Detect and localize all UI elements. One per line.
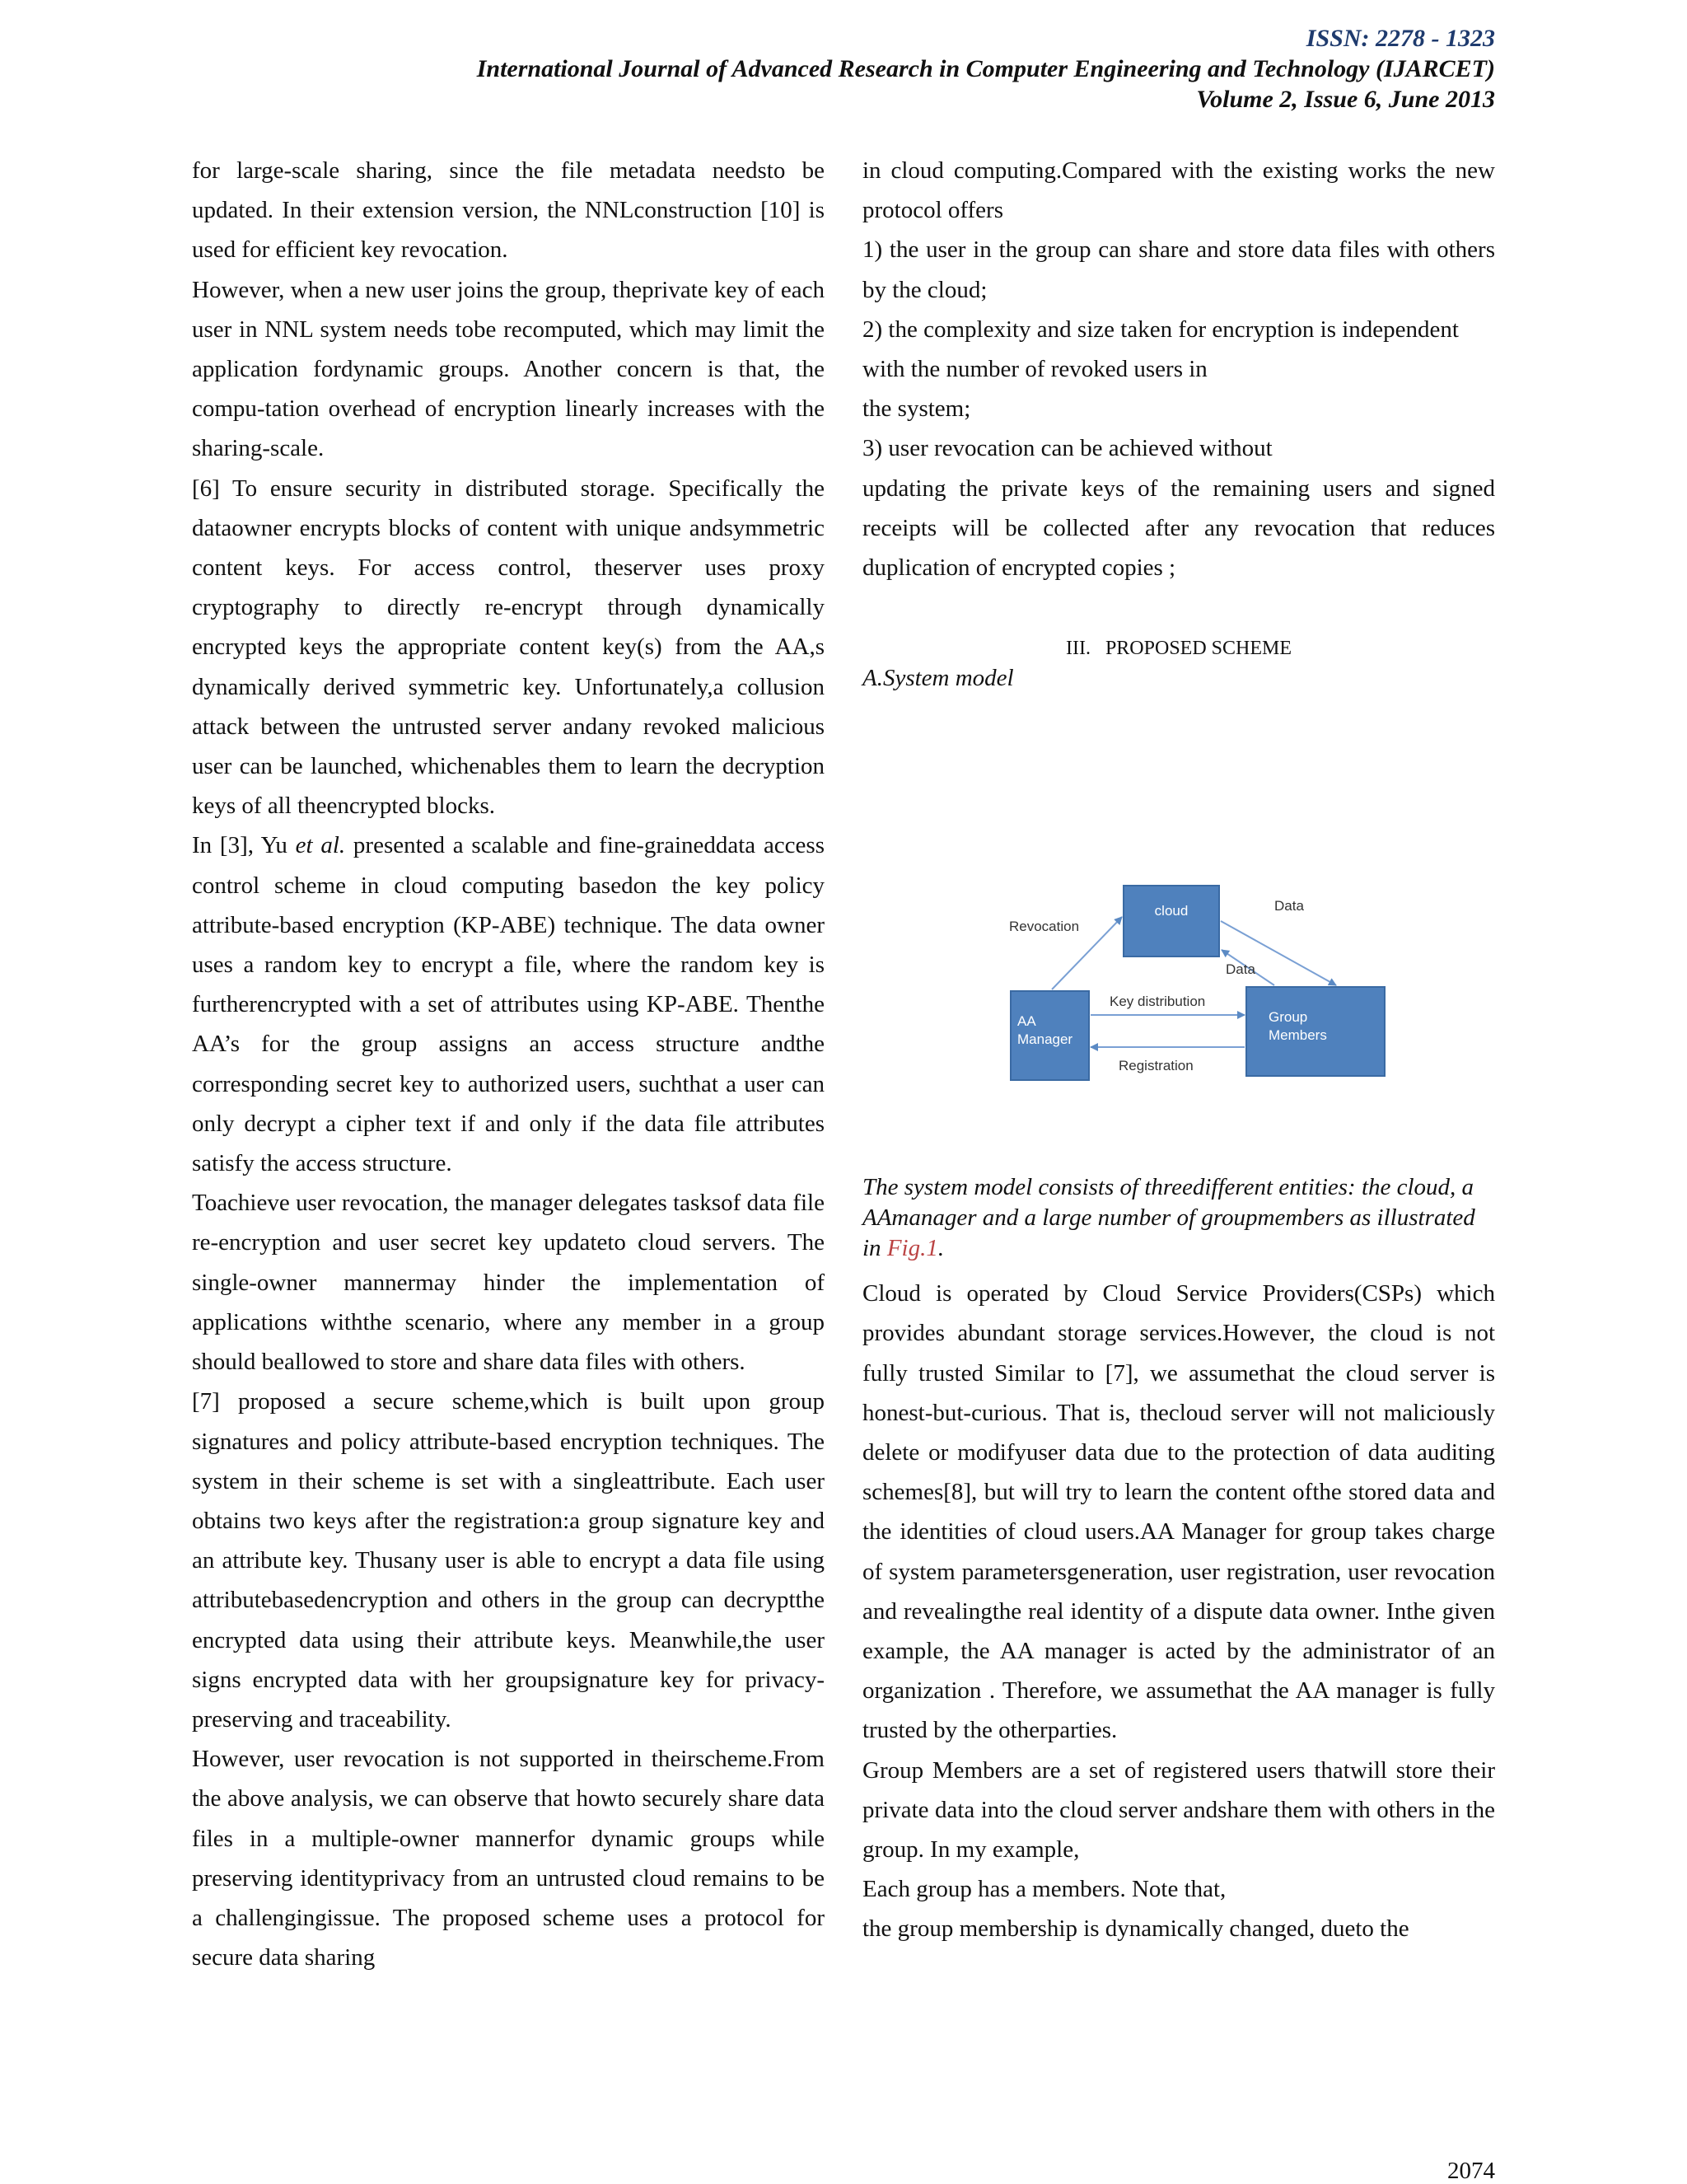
section-title: PROPOSED SCHEME <box>1105 638 1292 660</box>
right-paragraph-4: Each group has a members. Note that, <box>862 1876 1227 1903</box>
left-paragraph-1: for large-scale sharing, since the file metadata needsto be updated. In their extension version, the NNLconstruction [10] is used for efficient key revocation. <box>192 157 825 264</box>
group-label-2: Members <box>1269 1027 1327 1044</box>
list-item-3b: updating the private keys of the remaining users and signed receipts will be collected after any revocation that reduces duplication of encrypted copies ; <box>862 475 1495 582</box>
right-column <box>862 151 1495 1949</box>
caption-end: . <box>937 1235 945 1262</box>
volume-info: Volume 2, Issue 6, June 2013 <box>1196 86 1495 113</box>
text-run: In [3], Yu <box>192 832 296 859</box>
list-item-3a: 3) user revocation can be achieved without <box>862 435 1273 462</box>
left-paragraph-4 <box>192 825 825 1183</box>
page-header <box>477 23 1495 115</box>
registration-label: Registration <box>1119 1058 1194 1074</box>
right-paragraph-2: Cloud is operated by Cloud Service Providers(CSPs) which provides abundant storage services.However, the cloud is not fully trusted Similar to [7], we assumethat the cloud server is honest-but-curious. That is, thecloud server will not maliciously delete or modifyuser data due to the protection of data auditing schemes[8], but will try to learn the content ofthe stored data and the identities of cloud users.AA Manager for group takes charge of system parametersgeneration, user registration, user revocation and revealingthe real identity of a dispute data owner. Inthe given example, the AA manager is acted by the administrator of an organization . Therefore, we assumethat the AA manager is fully trusted by the otherparties. <box>862 1280 1495 1744</box>
aa-manager-label-1: AA <box>1017 1013 1036 1030</box>
data-top-label: Data <box>1274 898 1304 914</box>
figure-caption <box>862 1172 1495 1264</box>
issn: ISSN: 2278 - 1323 <box>1306 25 1495 52</box>
right-paragraph-1: in cloud computing.Compared with the existing works the new protocol offers <box>862 157 1495 224</box>
list-item-1: 1) the user in the group can share and store data files with others by the cloud; <box>862 236 1495 303</box>
system-model-diagram <box>862 694 1495 1172</box>
cloud-label: cloud <box>1154 903 1189 919</box>
right-paragraph-3: Group Members are a set of registered users thatwill store their private data into the cloud server andshare them with others in the group. In my example, <box>862 1756 1495 1864</box>
left-paragraph-2: However, when a new user joins the group, theprivate key of each user in NNL system needs tobe recomputed, which may limit the application fordynamic groups. Another concern is that, the compu-tation overhead of encryption linearly increases with the sharing-scale. <box>192 276 825 462</box>
journal-title: International Journal of Advanced Research in Computer Engineering and Technology (IJARCET) <box>476 55 1495 82</box>
caption-text: The system model consists of threedifferent entities: the cloud, a AAmanager and a large number of groupmembers as illustrated in <box>862 1174 1475 1262</box>
system-model-figure <box>862 694 1495 1172</box>
right-paragraph-5: the group membership is dynamically changed, dueto the <box>862 1915 1409 1943</box>
section-number: III. <box>1065 638 1091 660</box>
group-label-1: Group <box>1269 1009 1308 1026</box>
data-mid-label: Data <box>1226 961 1255 978</box>
et-al: et al. <box>295 832 346 859</box>
aa-manager-label-2: Manager <box>1017 1031 1073 1048</box>
revocation-label: Revocation <box>1009 919 1080 935</box>
page-number: 2074 <box>1447 2158 1495 2184</box>
list-item-2a: 2) the complexity and size taken for encryption is independent with the number of revoked users in <box>862 316 1459 383</box>
list-item-2b: the system; <box>862 395 971 423</box>
left-paragraph-6: [7] proposed a secure scheme,which is built upon group signatures and policy attribute-based encryption techniques. The system in their scheme is set with a singleattribute. Each user obtains two keys after the registration:a group signature key and an attribute key. Thusany user is able to encrypt a data file using attributebasedencryption and others in the group can decryptthe encrypted data using their attribute keys. Meanwhile,the user signs encrypted data with her groupsignature key for privacy-preserving and traceability. <box>192 1388 825 1733</box>
cloud-box <box>1124 886 1219 956</box>
figure-reference: Fig.1 <box>886 1235 938 1262</box>
text-run: presented a scalable and fine-graineddata access control scheme in cloud computing basedon the key policy attribute-based encryption (KP-ABE) technique. The data owner uses a random key to encrypt a file, where the random key is furtherencrypted with a set of attributes using KP-ABE. Thenthe AA’s for the group assigns an access structure andthe corresponding secret key to authorized users, suchthat a user can only decrypt a cipher text if and only if the data file attributes satisfy the access structure. <box>192 832 825 1177</box>
section-heading <box>862 635 1495 662</box>
left-paragraph-3: [6] To ensure security in distributed storage. Specifically the dataowner encrypts blocks of content with unique andsymmetric content keys. For access control, theserver uses proxy cryptography to directly re-encrypt through dynamically encrypted keys the appropriate content key(s) from the AA,s dynamically derived symmetric key. Unfortunately,a collusion attack between the untrusted server andany revoked malicious user can be launched, whichenables them to learn the decryption keys of all theencrypted blocks. <box>192 475 825 820</box>
subsection-title: A.System model <box>862 665 1014 692</box>
left-column <box>192 151 825 1977</box>
left-paragraph-7: However, user revocation is not supported in theirscheme.From the above analysis, we can observe that howto securely share data files in a multiple-owner mannerfor dynamic groups while preserving identityprivacy from an untrusted cloud remains to be a challengingissue. The proposed scheme uses a protocol for secure data sharing <box>192 1746 825 1971</box>
left-paragraph-5: Toachieve user revocation, the manager delegates tasksof data file re-encryption and user secret key updateto cloud servers. The single-owner mannermay hinder the implementation of applications withthe scenario, where any member in a group should beallowed to store and share data files with others. <box>192 1190 825 1376</box>
key-distribution-label: Key distribution <box>1110 994 1206 1010</box>
